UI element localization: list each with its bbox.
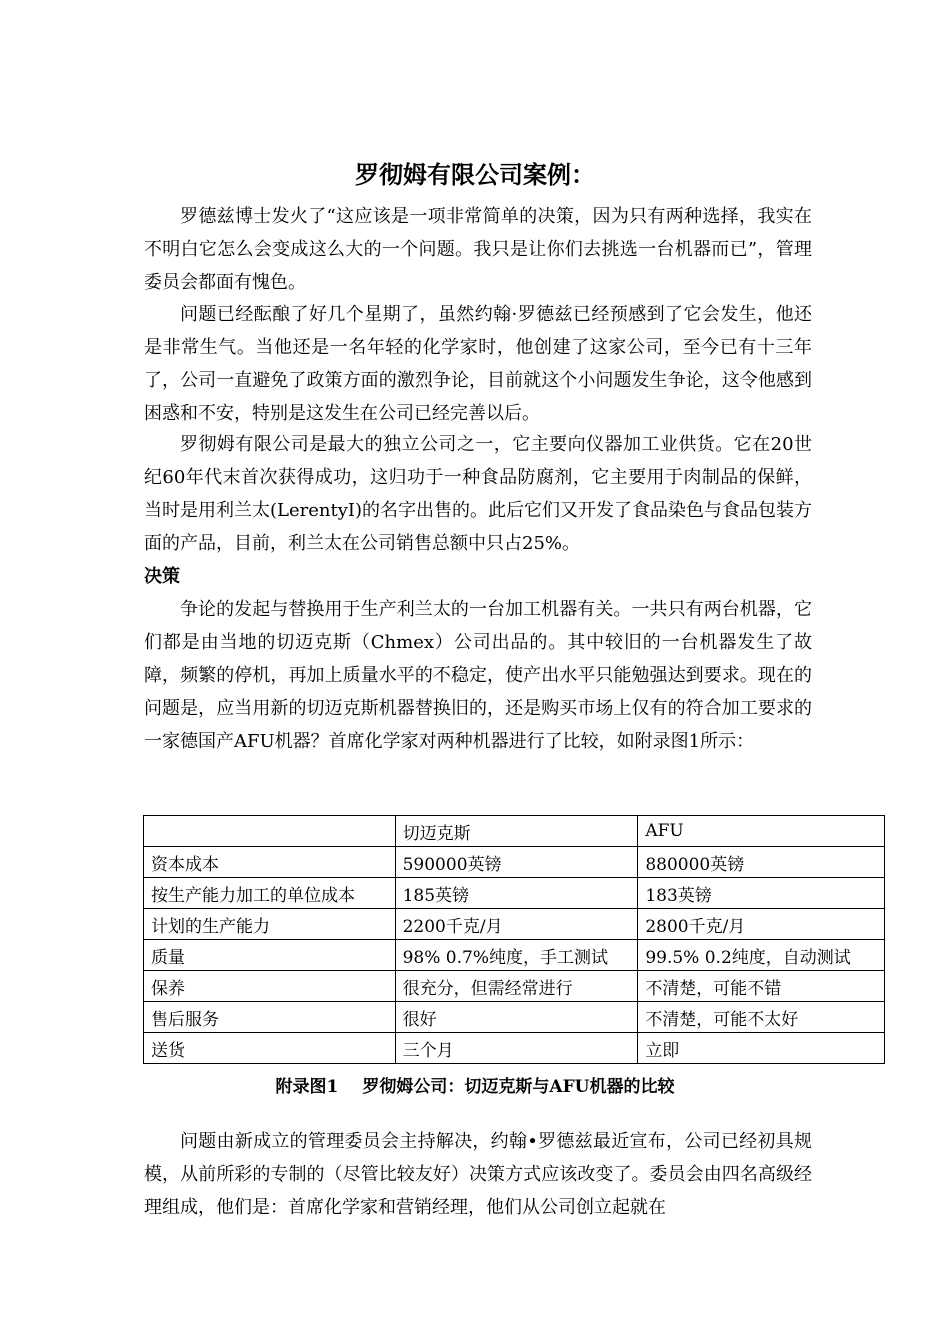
table-row	[144, 909, 885, 940]
paragraph-decision: 争论的发起与替换用于生产利兰太的一台加工机器有关。一共只有两台机器，它们都是由当地的切迈克斯（Chmex）公司出品的。其中较旧的一台机器发生了故障，频繁的停机，再加上质量水平的不稳定，使产出水平只能勉强达到要求。现在的问题是，应当用新的切迈克斯机器替换旧的，还是购买市场上仅有的符合加工要求的一家德国产AFU机器？首席化学家对两种机器进行了比较，如附录图1所示：	[144, 599, 812, 752]
table-cell: 售后服务	[144, 1002, 396, 1033]
table-caption	[0, 1073, 950, 1101]
caption-text: 罗彻姆公司：切迈克斯与AFU机器的比较	[362, 1077, 675, 1097]
table-cell: 立即	[638, 1033, 885, 1064]
table-cell: 质量	[144, 940, 396, 971]
paragraph-committee: 问题由新成立的管理委员会主持解决，约翰•罗德兹最近宣布，公司已经初具规模，从前所彩的专制的（尽管比较友好）决策方式应该改变了。委员会由四名高级经理组成，他们是：首席化学家和营销经理，他们从公司创立起就在	[144, 1131, 812, 1218]
table-cell: 99.5% 0.2纯度，自动测试	[638, 940, 885, 971]
table-row	[144, 1002, 885, 1033]
table-cell: 590000英镑	[395, 847, 638, 878]
table-cell: 很充分，但需经常进行	[395, 971, 638, 1002]
table-cell: 资本成本	[144, 847, 396, 878]
table-cell: 不清楚，可能不太好	[638, 1002, 885, 1033]
table-cell: 计划的生产能力	[144, 909, 396, 940]
table-cell: 98% 0.7%纯度，手工测试	[395, 940, 638, 971]
table-row	[144, 971, 885, 1002]
table-header-row	[144, 816, 885, 847]
caption-label: 附录图1	[275, 1077, 339, 1097]
table-row	[144, 847, 885, 878]
table-row	[144, 878, 885, 909]
table-header-cell	[144, 816, 396, 847]
comparison-table	[143, 815, 885, 1064]
table-cell: 很好	[395, 1002, 638, 1033]
table-cell: 送货	[144, 1033, 396, 1064]
page-title: 罗彻姆有限公司案例：	[355, 160, 595, 189]
table-cell: 185英镑	[395, 878, 638, 909]
table-cell: 183英镑	[638, 878, 885, 909]
paragraph-company: 罗彻姆有限公司是最大的独立公司之一，它主要向仪器加工业供货。它在20世纪60年代末首次获得成功，这归功于一种食品防腐剂，它主要用于肉制品的保鲜，当时是用利兰太(LerentyI)的名字出售的。此后它们又开发了食品染色与食品包装方面的产品，目前，利兰太在公司销售总额中只占25%。	[144, 434, 813, 554]
paragraph-background: 问题已经酝酿了好几个星期了，虽然约翰·罗德兹已经预感到了它会发生，他还是非常生气。当他还是一名年轻的化学家时，他创建了这家公司，至今已有十三年了，公司一直避免了政策方面的激烈争论，目前就这个小问题发生争论，这令他感到困惑和不安，特别是这发生在公司已经完善以后。	[144, 304, 812, 424]
table-row	[144, 1033, 885, 1064]
table-cell: 按生产能力加工的单位成本	[144, 878, 396, 909]
table-cell: 2800千克/月	[638, 909, 885, 940]
table-cell: 三个月	[395, 1033, 638, 1064]
table-cell: 保养	[144, 971, 396, 1002]
table-cell: 880000英镑	[638, 847, 885, 878]
table-cell: 2200千克/月	[395, 909, 638, 940]
table-header-cell: 切迈克斯	[395, 816, 638, 847]
table-cell: 不清楚，可能不错	[638, 971, 885, 1002]
paragraph-intro: 罗德兹博士发火了“这应该是一项非常简单的决策，因为只有两种选择，我实在不明白它怎么会变成这么大的一个问题。我只是让你们去挑选一台机器而已”，管理委员会都面有愧色。	[144, 206, 812, 293]
table-row	[144, 940, 885, 971]
table-header-cell: AFU	[638, 816, 885, 847]
section-heading: 决策	[144, 566, 180, 587]
